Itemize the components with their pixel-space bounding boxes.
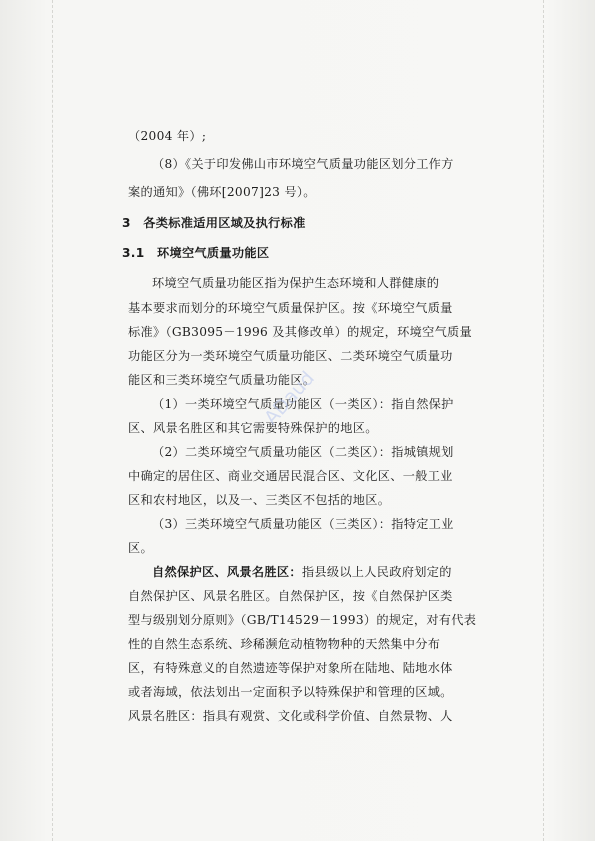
text-line: 标准》（GB3095－1996 及其修改单）的规定，环境空气质量	[128, 325, 473, 339]
text-line: （8）《关于印发佛山市环境空气质量功能区划分工作方	[152, 157, 454, 171]
text-line: 环境空气质量功能区指为保护生态环境和人群健康的	[152, 276, 440, 290]
text-line: （3）三类环境空气质量功能区（三类区）：指特定工业	[152, 517, 454, 531]
text-line: （2）二类环境空气质量功能区（二类区）：指城镇规划	[152, 445, 454, 459]
text-line	[152, 564, 452, 580]
text-line: 区、风景名胜区和其它需要特殊保护的地区。	[128, 421, 378, 435]
text-line: 或者海域，依法划出一定面积予以特殊保护和管理的区域。	[128, 685, 453, 699]
text-line: 型与级别划分原则》（GB/T14529－1993）的规定，对有代表	[128, 613, 477, 627]
term-bold: 自然保护区、风景名胜区：	[152, 565, 302, 579]
text-line: 风景名胜区：指具有观赏、文化或科学价值、自然景物、人	[128, 709, 453, 723]
subsection-heading: 3.1 环境空气质量功能区	[122, 246, 270, 260]
text-line: （1）一类环境空气质量功能区（一类区）：指自然保护	[152, 397, 454, 411]
text-line: 案的通知》（佛环[2007]23 号）。	[128, 185, 316, 199]
text-line: 中确定的居住区、商业交通居民混合区、文化区、一般工业	[128, 469, 453, 483]
text-line: 区。	[128, 541, 153, 555]
text-line: （2004 年）;	[128, 129, 207, 143]
text-line: 区和农村地区，以及一、三类区不包括的地区。	[128, 493, 391, 507]
text-line: 基本要求而划分的环境空气质量保护区。按《环境空气质量	[128, 301, 453, 315]
text-line: 性的自然生态系统、珍稀濒危动植物物种的天然集中分布	[128, 637, 441, 651]
scan-edge-left	[52, 0, 54, 841]
scan-edge-right	[543, 0, 545, 841]
text-line: 能区和三类环境空气质量功能区。	[128, 373, 316, 387]
section-heading: 3 各类标准适用区域及执行标准	[122, 216, 306, 230]
term-definition: 指县级以上人民政府划定的	[301, 565, 452, 579]
text-line: 区，有特殊意义的自然遗迹等保护对象所在陆地、陆地水体	[128, 661, 453, 675]
watermark-stamp: ADaud	[260, 367, 319, 430]
text-line: 功能区分为一类环境空气质量功能区、二类环境空气质量功	[128, 349, 453, 363]
text-line: 自然保护区、风景名胜区。自然保护区，按《自然保护区类	[128, 589, 453, 603]
